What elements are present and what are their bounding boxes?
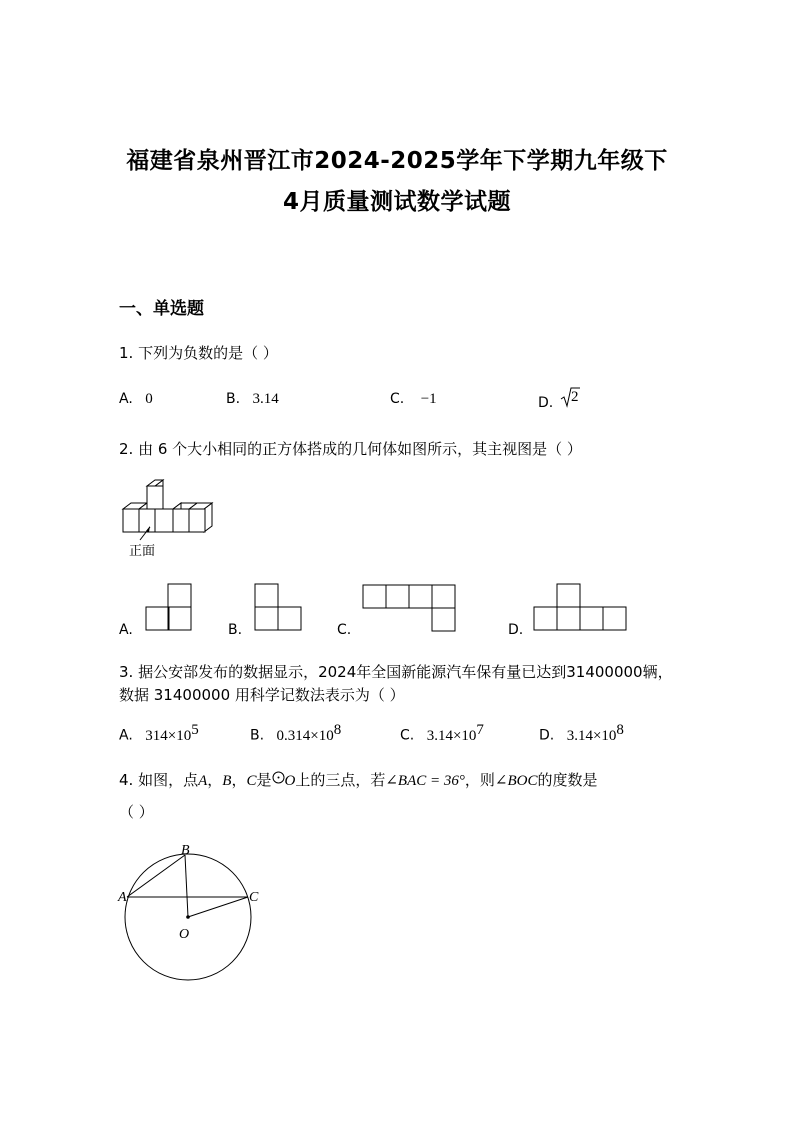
q1-option-b-label: B. (226, 391, 241, 407)
q2-option-a-label[interactable]: A. (119, 622, 133, 638)
q1-option-c-value: −1 (420, 391, 437, 407)
q1-option-b-value: 3.14 (252, 391, 279, 407)
q4-label-c: C (249, 890, 259, 905)
circle-dot-icon (272, 772, 285, 785)
q1-option-d-label: D. (538, 395, 554, 411)
q1-option-a-value: 0 (145, 391, 153, 407)
q3-option-c-label: C. (400, 727, 415, 744)
q3-stem-line2: 数据 31400000 用科学记数法表示为（ ） (119, 686, 405, 704)
section-heading: 一、单选题 (119, 299, 204, 319)
q1-option-a[interactable] (119, 391, 153, 408)
q2-option-d-figure[interactable] (533, 583, 629, 633)
q2-stem: 2. 由 6 个大小相同的正方体搭成的几何体如图所示，其主视图是（ ） (119, 440, 582, 458)
q4-label-o: O (179, 927, 190, 942)
q3-option-d-label: D. (539, 727, 555, 744)
q4-stem-part1: 4. 如图，点 (119, 771, 199, 789)
q3-option-b[interactable] (250, 722, 341, 745)
q2-option-a-figure[interactable] (145, 583, 195, 633)
q4-stem-part2: 是 (256, 771, 272, 789)
q4-stem-line1 (119, 769, 598, 790)
q4-angle-bac: ∠BAC = 36° (385, 773, 465, 789)
q4-stem-part5: 的度数是 (537, 771, 598, 789)
q3-option-d-base: 3.14×10 (566, 727, 617, 744)
q4-stem-part4: ，则 (464, 771, 495, 789)
q4-sep1: ， (207, 771, 223, 789)
q4-stem-line2: （ ） (119, 803, 154, 821)
q1-stem: 1. 下列为负数的是（ ） (119, 344, 278, 362)
q2-front-label: 正面 (129, 544, 156, 559)
q3-option-a-exp: 5 (191, 722, 199, 738)
page-title-line2: 4月质量测试数学试题 (282, 189, 511, 215)
q4-stem-part3: 上的三点，若 (295, 771, 386, 789)
q4-point-c: C (246, 773, 257, 789)
q4-label-b: B (181, 843, 190, 858)
q2-option-b-figure[interactable] (254, 583, 304, 633)
q3-option-d-exp: 8 (616, 722, 624, 738)
q4-sep2: ， (231, 771, 247, 789)
q3-option-d[interactable] (539, 722, 624, 745)
q3-option-a[interactable] (119, 722, 199, 745)
q3-option-a-label: A. (119, 727, 133, 744)
q3-option-b-label: B. (250, 727, 265, 744)
q1-option-b[interactable] (226, 391, 279, 408)
page-title-line1: 福建省泉州晋江市2024-2025学年下学期九年级下 (126, 148, 668, 174)
q3-option-b-exp: 8 (333, 722, 342, 738)
q1-option-c-label: C. (390, 391, 405, 407)
q2-option-c-figure[interactable] (362, 584, 458, 634)
q4-circle-o: O (284, 773, 296, 789)
q3-option-b-base: 0.314×10 (276, 727, 334, 744)
q2-option-b-label[interactable]: B. (228, 622, 243, 638)
q4-point-a: A (198, 773, 208, 789)
q4-angle-boc: ∠BOC (494, 773, 538, 789)
q3-stem-line1: 3. 据公安部发布的数据显示，2024年全国新能源汽车保有量已达到31400000辆， (119, 663, 673, 681)
q3-option-c[interactable] (400, 722, 484, 745)
q2-option-c-label[interactable]: C. (337, 622, 352, 638)
q3-option-c-exp: 7 (476, 722, 484, 738)
q1-option-d-radicand: 2 (571, 389, 579, 405)
q2-option-d-label[interactable]: D. (508, 622, 524, 638)
q3-option-a-base: 314×10 (145, 727, 192, 744)
q3-option-c-base: 3.14×10 (426, 727, 477, 744)
q4-label-a: A (118, 890, 127, 905)
q4-circle-figure (115, 840, 275, 988)
q1-option-a-label: A. (119, 391, 133, 407)
q1-option-d[interactable] (538, 389, 579, 411)
q4-point-b: B (222, 773, 232, 789)
q1-option-c[interactable] (390, 391, 437, 408)
